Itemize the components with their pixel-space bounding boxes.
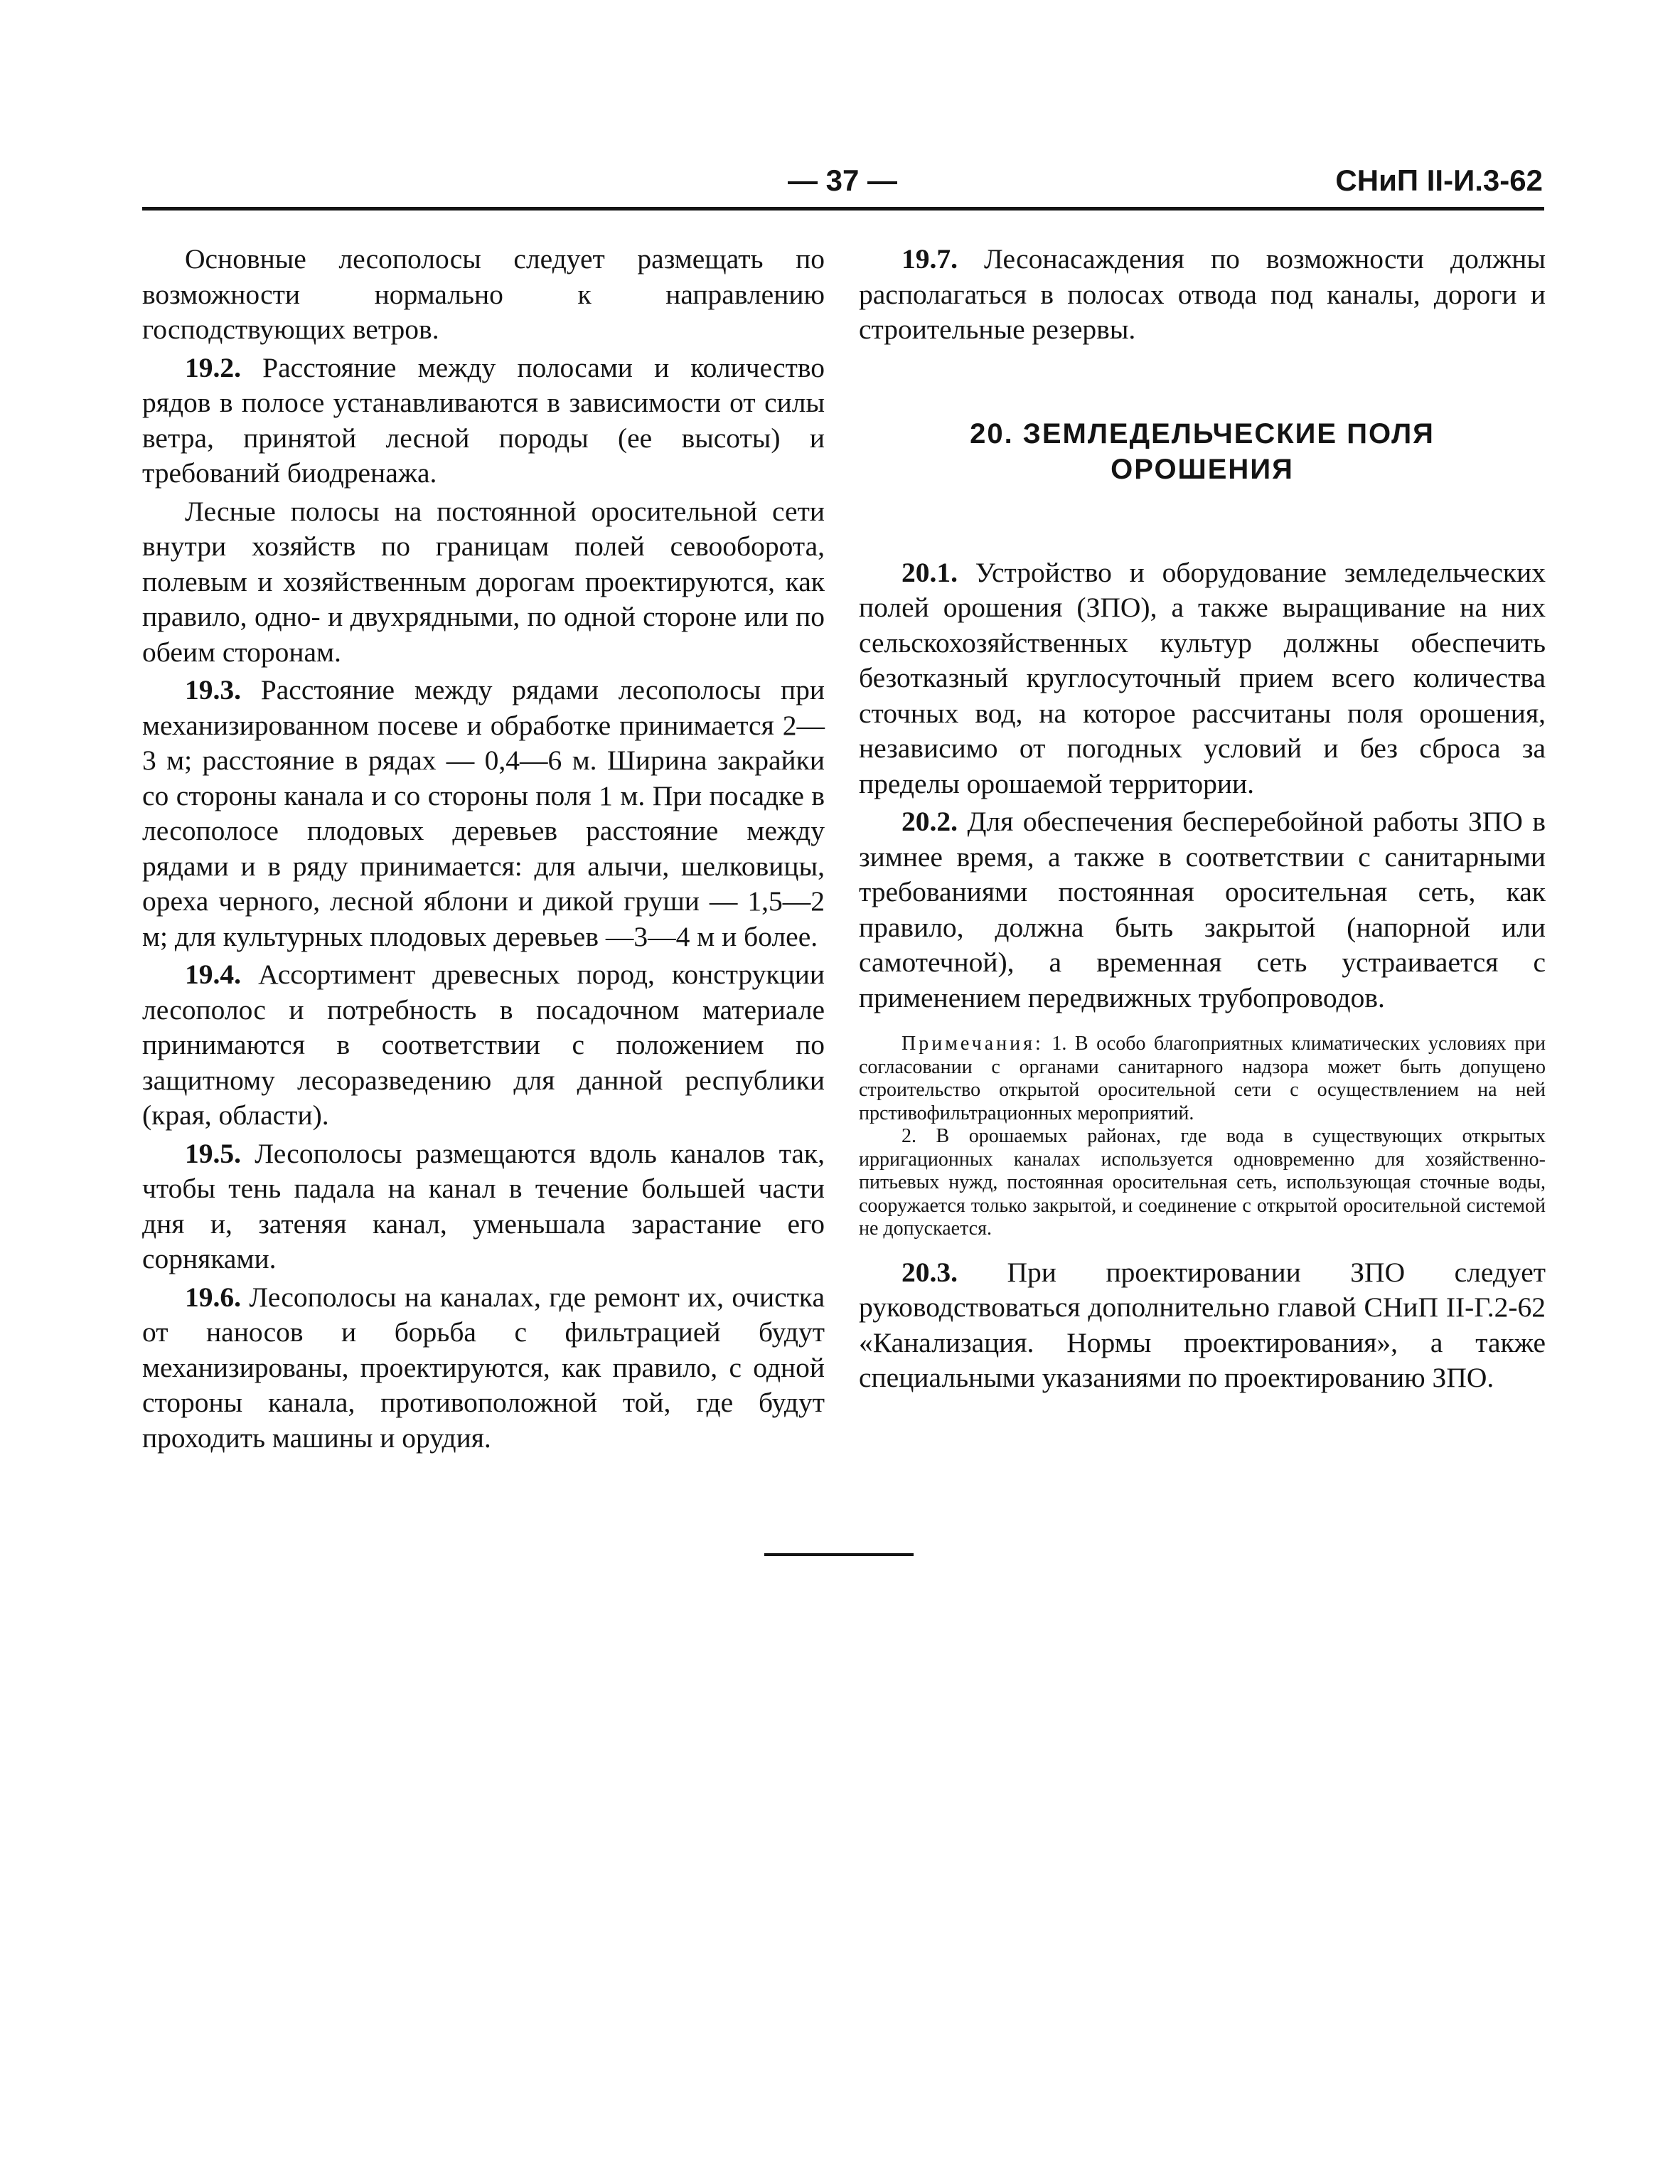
paragraph-19-5 [142, 1136, 825, 1277]
paragraph-19-2-cont: Лесные полосы на постоянной оросительной сети внутри хозяйств по границам полей севооборота, полевым и хозяйственным дорогам проектируются, как правило, одно- и двухрядными, по одной стороне или по обеим сторонам. [142, 495, 825, 668]
paragraph-19-6 [142, 1280, 825, 1456]
section-title-line-1: 20. ЗЕМЛЕДЕЛЬЧЕСКИЕ ПОЛЯ [970, 417, 1435, 449]
notes-block [859, 1033, 1546, 1241]
paragraph-19-2 [142, 351, 825, 491]
clause-text: При проектировании ЗПО следует руководствоваться дополнительно главой СНиП II-Г.2-62 «Канализация. Нормы проектирования», а также специальными указаниями по проектированию ЗПО. [859, 1256, 1546, 1393]
clause-text: Лесополосы на каналах, где ремонт их, очистка от наносов и борьба с фильтрацией будут механизированы, проектируются, как правило, с одной стороны канала, противоположной той, где будут проходить машины и орудия. [142, 1281, 825, 1454]
paragraph-19-7 [859, 242, 1546, 348]
paragraph-19-1-cont: Основные лесополосы следует размещать по возможности нормально к направлению господствующих ветров. [142, 243, 825, 345]
clause-text: Расстояние между рядами лесополосы при механизированном посеве и обработке принимается 2—3 м; расстояние в рядах — 0,4—6 м. Ширина закрайки со стороны канала и со стороны поля 1 м. При посадке в лесополосе плодовых деревьев расстояние между рядами и в ряду принимается: для алычи, шелковицы, ореха черного, лесной яблони и дикой груши — 1,5—2 м; для культурных плодовых деревьев —3—4 м и более. [142, 674, 825, 952]
clause-number: 19.3. [185, 674, 241, 705]
clause-number: 20.1. [901, 556, 958, 588]
clause-number: 19.4. [185, 959, 241, 990]
clause-number: 20.3. [901, 1256, 958, 1288]
clause-text: Устройство и оборудование земледельческих полей орошения (ЗПО), а также выращивание на них сельскохозяйственных культур должны обеспечить безотказный круглосуточный прием всего количества сточных вод, на которое рассчитаны поля орошения, независимо от погодных условий и без сброса за пределы орошаемой территории. [859, 556, 1546, 799]
clause-number: 19.6. [185, 1281, 241, 1313]
paragraph-19-3 [142, 673, 825, 954]
clause-text: Лесополосы размещаются вдоль каналов так, чтобы тень падала на канал в течение большей части дня и, затеняя канал, уменьшала зарастание его сорняками. [142, 1137, 825, 1274]
left-column [142, 242, 825, 1456]
clause-text: Для обеспечения бесперебойной работы ЗПО в зимнее время, а также в соответствии с санитарными требованиями постоянная оросительная сеть, как правило, должна быть закрытой (напорной или самотечной), а временная сеть устраивается с применением передвижных трубопроводов. [859, 806, 1546, 1013]
clause-number: 19.7. [901, 243, 958, 275]
section-title [859, 416, 1546, 487]
clause-number: 19.2. [185, 351, 241, 383]
clause-text: Расстояние между полосами и количество рядов в полосе устанавливаются в зависимости от силы ветра, принятой лесной породы (ее высоты) и требований биодренажа. [142, 351, 825, 489]
document-code: СНиП II-И.3-62 [1335, 164, 1543, 197]
paragraph-20-1 [859, 555, 1546, 802]
paragraph-19-4 [142, 957, 825, 1134]
section-title-line-2: ОРОШЕНИЯ [1111, 453, 1294, 485]
right-column [859, 242, 1546, 1396]
note-1 [859, 1033, 1546, 1125]
clause-text: Лесонасаждения по возможности должны располагаться в полосах отвода под каналы, дороги и строительные резервы. [859, 243, 1546, 345]
note-1-text: 1. В особо благоприятных климатических условиях при согласовании с органами санитарного надзора может быть допущено строительство открытой оросительной сети с осуществлением на ней прстивофильтрационных мероприятий. [859, 1033, 1546, 1124]
header-rule [142, 207, 1544, 211]
notes-label: Примечания: [901, 1033, 1044, 1055]
clause-number: 19.5. [185, 1137, 241, 1169]
end-of-section-rule [764, 1553, 914, 1556]
clause-number: 20.2. [901, 806, 958, 837]
note-2: 2. В орошаемых районах, где вода в существующих открытых ирригационных каналах используется одновременно для хозяйственно-питьевых нужд, постоянная оросительная сеть, использующая сточные воды, сооружается только закрытой, и соединение с открытой оросительной системой не допускается. [859, 1125, 1546, 1240]
page-header [142, 164, 1543, 206]
paragraph-20-3 [859, 1255, 1546, 1396]
clause-text: Ассортимент древесных пород, конструкции лесополос и потребность в посадочном материале принимаются в соответствии с положением по защитному лесоразведению для данной республики (края, области). [142, 959, 825, 1131]
page-number: — 37 — [787, 164, 898, 197]
paragraph-20-2 [859, 804, 1546, 1016]
